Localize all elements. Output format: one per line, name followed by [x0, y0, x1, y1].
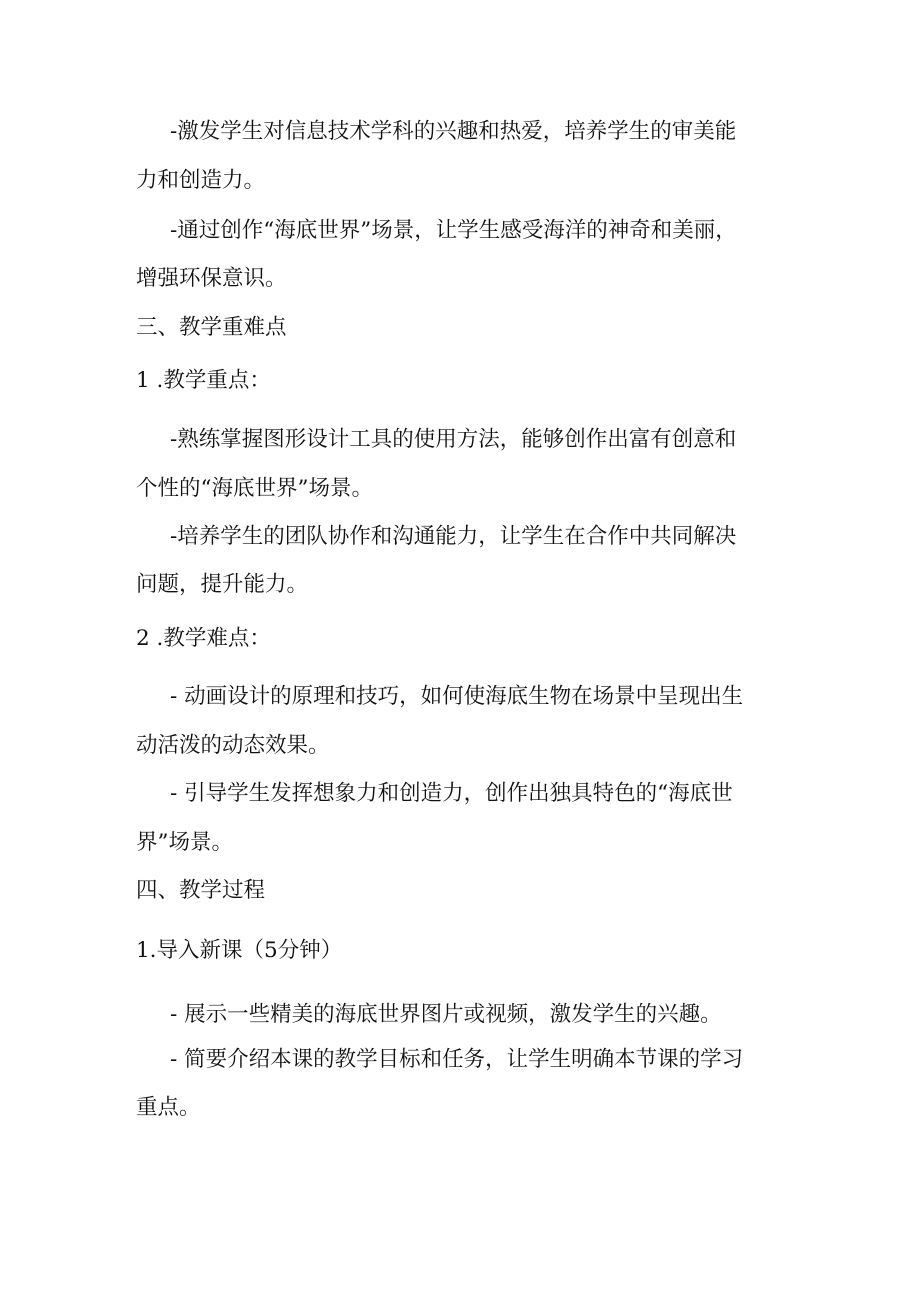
subsection-heading: 2 .教学难点：: [136, 626, 271, 651]
bullet-line: -激发学生对信息技术学科的兴趣和热爱，培养学生的审美能: [170, 119, 737, 144]
bullet-line: -培养学生的团队协作和沟通能力，让学生在合作中共同解决: [170, 524, 737, 549]
bullet-line: -通过创作“海底世界”场景，让学生感受海洋的神奇和美丽，: [170, 218, 737, 243]
continuation-line: 问题，提升能力。: [136, 572, 309, 597]
continuation-line: 界”场景。: [136, 830, 233, 855]
bullet-line: - 简要介绍本课的教学目标和任务，让学生明确本节课的学习: [170, 1047, 744, 1072]
continuation-line: 重点。: [136, 1095, 201, 1120]
continuation-line: 个性的“海底世界”场景。: [136, 476, 373, 501]
section-heading: 四、教学过程: [136, 878, 266, 903]
bullet-line: - 动画设计的原理和技巧，如何使海底生物在场景中呈现出生: [170, 684, 744, 709]
subsection-heading: 1.导入新课（5分钟）: [136, 938, 343, 963]
bullet-line: - 展示一些精美的海底世界图片或视频，激发学生的兴趣。: [170, 1002, 722, 1027]
bullet-line: -熟练掌握图形设计工具的使用方法，能够创作出富有创意和: [170, 427, 737, 452]
continuation-line: 力和创造力。: [136, 168, 266, 193]
bullet-line: - 引导学生发挥想象力和创造力，创作出独具特色的“海底世: [170, 781, 733, 806]
continuation-line: 增强环保意识。: [136, 266, 287, 291]
subsection-heading: 1 .教学重点：: [136, 368, 271, 393]
continuation-line: 动活泼的动态效果。: [136, 733, 330, 758]
section-heading: 三、教学重难点: [136, 315, 287, 340]
